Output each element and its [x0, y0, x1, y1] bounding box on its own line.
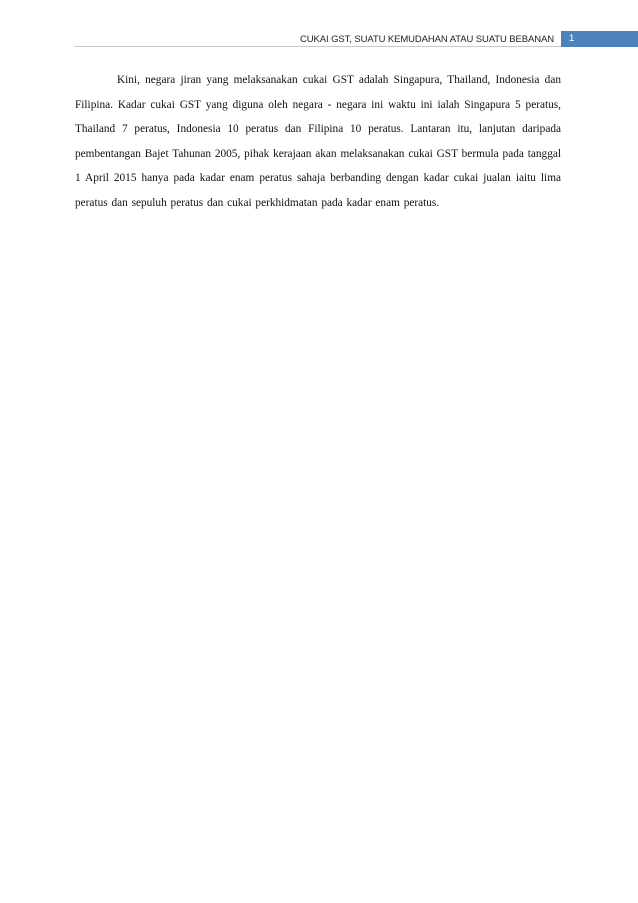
header-title: CUKAI GST, SUATU KEMUDAHAN ATAU SUATU BEBANAN — [300, 34, 554, 45]
body-paragraph: Kini, negara jiran yang melaksanakan cukai GST adalah Singapura, Thailand, Indonesia dan Filipina. Kadar cukai GST yang diguna oleh negara - negara ini waktu ini ialah Singapura 5 peratus, Thailand 7 peratus, Indonesia 10 peratus dan Filipina 10 peratus. Lantaran itu, lanjutan daripada pembentangan Bajet Tahunan 2005, pihak kerajaan akan melaksanakan cukai GST bermula pada tanggal 1 April 2015 hanya pada kadar enam peratus sahaja berbanding dengan kadar cukai jualan iaitu lima peratus dan sepuluh peratus dan cukai perkhidmatan pada kadar enam peratus. — [75, 74, 561, 209]
header-divider — [74, 46, 561, 47]
page-number: 1 — [569, 33, 575, 44]
page-number-box — [561, 31, 638, 47]
